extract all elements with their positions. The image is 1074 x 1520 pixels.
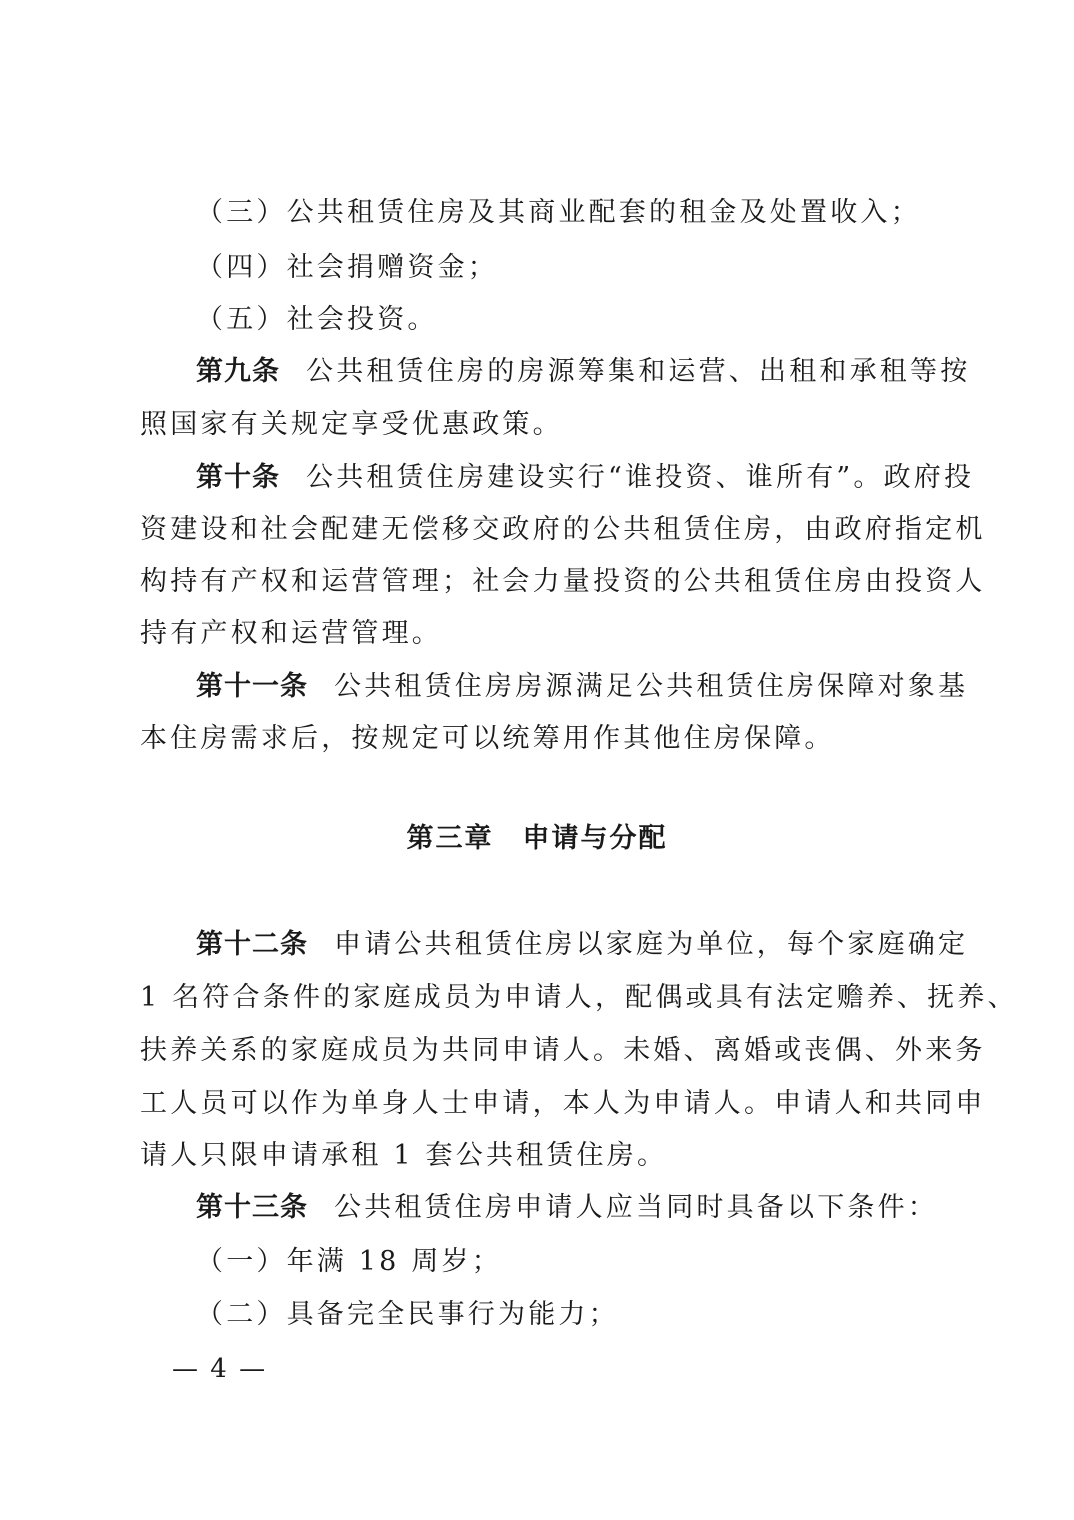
- article-10-line-1: 第十条 公共租赁住房建设实行“谁投资、谁所有”。政府投: [196, 462, 975, 493]
- page-number: — 4 —: [172, 1354, 268, 1384]
- article-10-line-4: 持有产权和运营管理。: [140, 618, 442, 649]
- article-9-line-1: 第九条 公共租赁住房的房源筹集和运营、出租和承租等按: [196, 356, 971, 387]
- item-4: （四）社会捐赠资金；: [196, 252, 498, 283]
- article-10-line-3: 构持有产权和运营管理；社会力量投资的公共租赁住房由投资人: [140, 566, 986, 597]
- article-12-line-4: 工人员可以作为单身人士申请，本人为申请人。申请人和共同申: [140, 1088, 986, 1119]
- article-11-line-2: 本住房需求后，按规定可以统筹用作其他住房保障。: [140, 723, 835, 754]
- article-11-line-1: 第十一条 公共租赁住房房源满足公共租赁住房保障对象基: [196, 671, 969, 702]
- article-9-line-2: 照国家有关规定享受优惠政策。: [140, 409, 563, 440]
- item-5: （五）社会投资。: [196, 304, 438, 335]
- article-13-line-1: 第十三条 公共租赁住房申请人应当同时具备以下条件：: [196, 1192, 938, 1223]
- article-13-item-1: （一）年满 18 周岁；: [196, 1246, 502, 1277]
- article-12-line-3: 扶养关系的家庭成员为共同申请人。未婚、离婚或丧偶、外来务: [140, 1035, 986, 1066]
- article-10-line-2: 资建设和社会配建无偿移交政府的公共租赁住房，由政府指定机: [140, 514, 986, 545]
- article-9-heading: 第九条: [196, 356, 280, 387]
- article-10-heading: 第十条: [196, 462, 280, 493]
- article-12-heading: 第十二条: [196, 929, 308, 960]
- article-11-heading: 第十一条: [196, 671, 308, 702]
- article-12-line-1: 第十二条 申请公共租赁住房以家庭为单位，每个家庭确定: [196, 929, 969, 960]
- article-12-line-2: 1 名符合条件的家庭成员为申请人，配偶或具有法定赡养、抚养、: [140, 982, 1018, 1013]
- article-13-heading: 第十三条: [196, 1192, 308, 1223]
- chapter-title: 第三章 申请与分配: [406, 823, 668, 854]
- article-13-item-2: （二）具备完全民事行为能力；: [196, 1299, 619, 1330]
- item-3: （三）公共租赁住房及其商业配套的租金及处置收入；: [196, 197, 921, 228]
- article-12-line-5: 请人只限申请承租 1 套公共租赁住房。: [140, 1140, 668, 1171]
